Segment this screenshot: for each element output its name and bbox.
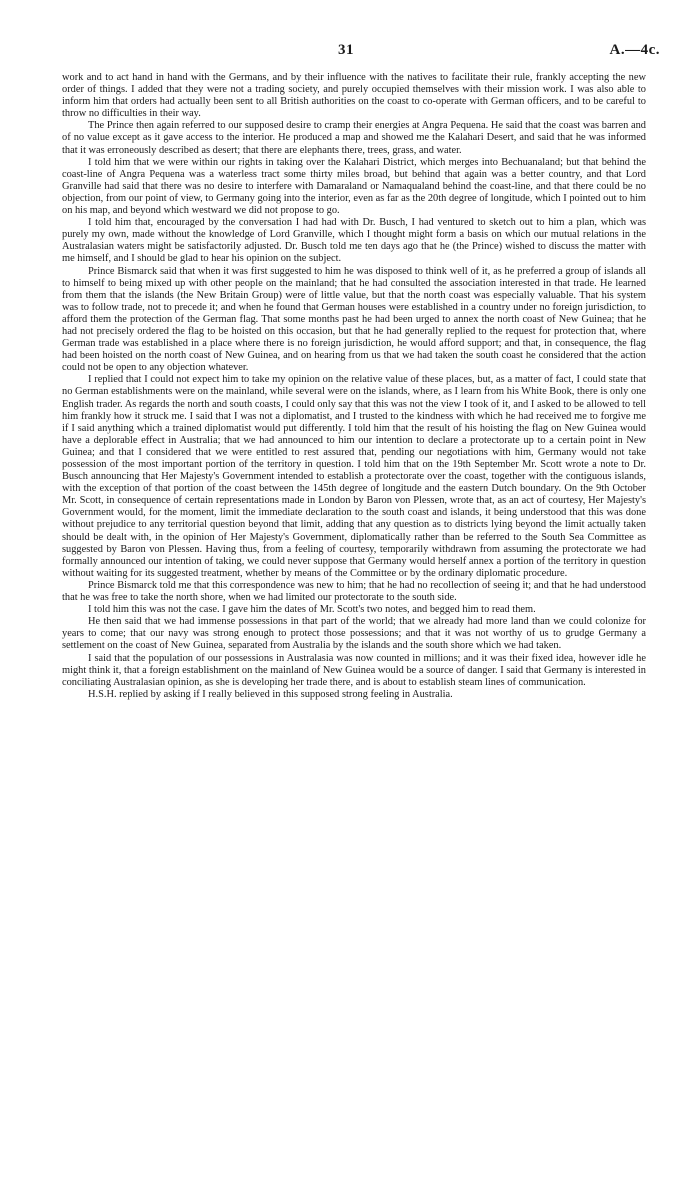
paragraph: I replied that I could not expect him to take my opinion on the relative value of these places, but, as a matter of fact, I could state that no German establishments were on the mainland, while several were on the islands, where, as I learn from his White Book, there is only one English trader. As regards the north and south coasts, I could only say that this was not the view I took of it, and I asked to be allowed to tell him frankly how it struck me. I said that I was not a diplomatist, and I trusted to the kindness with which he had received me to forgive me if I said anything which a trained diplomatist would put differently. I told him that the result of his hoisting the flag on New Guinea would have a deplorable effect in Australia; that we had announced to him our intention to declare a protectorate up to a certain point in New Guinea; and that I considered that we were entitled to rest assured that, pending our negotiations with him, Germany would not take possession of the most important portion of the territory in question. I told him that on the 19th September Mr. Scott wrote a note to Dr. Busch announcing that Her Majesty's Government intended to establish a protectorate over the coast, together with the contiguous islands, with the exception of that portion of the coast between the 145th degree of longitude and the eastern Dutch boundary. On the 9th October Mr. Scott, in consequence of certain representations made in London by Baron von Plessen, wrote that, as an act of courtesy, Her Majesty's Government would, for the moment, limit the immediate declaration to the south coast and islands, it being understood that this was done without prejudice to any territorial question beyond that limit, adding that any question as to districts lying beyond the limit actually taken should be dealt with, in the opinion of Her Majesty's Government, diplomatically rather than be referred to the South Sea Committee as suggested by Baron von Plessen. Having thus, from a feeling of courtesy, temporarily withdrawn from assuming the protectorate we had formally announced our intention of taking, we could never suppose that Germany would herself annex a portion of the territory in question without waiting for its suggested treatment, whether by means of the Committee or by the ordinary diplomatic procedure. xyxy=(62,374,646,579)
paragraph: The Prince then again referred to our supposed desire to cramp their energies at Angra Pequena. He said that the coast was barren and of no value except as it gave access to the interior. He produced a map and showed me the Kalahari Desert, and said that he was informed that it was erroneously described as desert; that there are elephants there, trees, grass, and water. xyxy=(62,120,646,156)
body-text xyxy=(62,72,646,701)
paragraph: He then said that we had immense possessions in that part of the world; that we already had more land than we could colonize for years to come; that our navy was strong enough to protect those possessions; and that it was not worthy of us to grudge Germany a settlement on the coast of New Guinea, separated from Australia by the islands and the south shore which we had taken. xyxy=(62,616,646,652)
paragraph: H.S.H. replied by asking if I really believed in this supposed strong feeling in Australia. xyxy=(88,688,453,700)
paragraph: I said that the population of our possessions in Australasia was now counted in millions; and it was their fixed idea, however idle he might think it, that a foreign establishment on the mainland of New Guinea would be a source of danger. I said that Germany is interested in conciliating Australasian opinion, as she is developing her trade there, and is about to establish steam lines of communication. xyxy=(62,652,646,688)
paragraph: I told him this was not the case. I gave him the dates of Mr. Scott's two notes, and begged him to read them. xyxy=(88,604,536,616)
paragraph: I told him that we were within our rights in taking over the Kalahari District, which merges into Bechuanaland; but that behind the coast-line of Angra Pequena was a waterless tract some thirty miles broad, but behind that again was a better country, and that Lord Granville had said that there was no desire to interfere with Damaraland or Namaqualand behind the coast-line, and that there could be no objection, from our point of view, to Germany going into the interior, even as far as the 20th degree of longitude, which I pointed out to him on his map, and beyond which westward we did not propose to go. xyxy=(62,156,646,217)
document-reference: A.—4c. xyxy=(609,42,660,58)
paragraph: Prince Bismarck said that when it was first suggested to him he was disposed to think well of it, as he preferred a group of islands all to himself to being mixed up with other people on the mainland; that he had consulted the association interested in that trade. He learned from them that the islands (the New Britain Group) were of little value, but that the north coast was especially valuable. That his system was to follow trade, not to precede it; and when he found that German houses were established in a country under no foreign jurisdiction, to afford them the protection of the German flag. That some months past he had been urged to annex the north coast of New Guinea; that he had not precisely ordered the flag to be hoisted on this occasion, but that he had generally replied to the request for protection that, where German trade was established in a place where there is no foreign jurisdiction, he would afford support; and that, in consequence, the flag had been hoisted on the north coast of New Guinea, and on hearing from us that we had taken the south coast he considered that the action could not be open to any objection whatever. xyxy=(62,265,646,374)
paragraph: I told him that, encouraged by the conversation I had had with Dr. Busch, I had ventured to sketch out to him a plan, which was purely my own, made without the knowledge of Lord Granville, which I thought might form a basis on which our mutual relations in the Australasian waters might be satisfactorily adjusted. Dr. Busch told me ten days ago that he (the Prince) wished to discuss the matter with me himself, and I should be glad to hear his opinion on the subject. xyxy=(62,217,646,265)
paragraph: Prince Bismarck told me that this correspondence was new to him; that he had no recollection of seeing it; and that he had understood that he was free to take the north shore, when we had limited our protectorate to the south side. xyxy=(62,579,646,604)
page-number: 31 xyxy=(338,42,354,58)
paragraph-continued: work and to act hand in hand with the Germans, and by their influence with the natives to facilitate their rule, frankly accepting the new order of things. I added that they were not a trading society, and purely occupied themselves with their mission work. I was also able to inform him that orders had actually been sent to all British authorities on the coast to co-operate with German officers, and to be careful to throw no difficulties in their way. xyxy=(62,72,646,120)
